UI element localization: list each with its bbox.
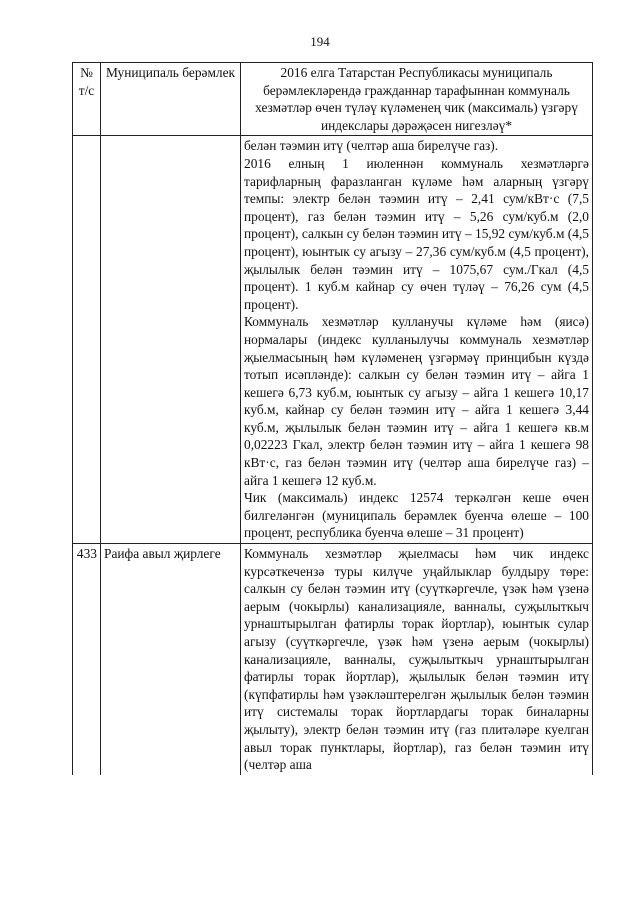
table-row — [73, 544, 593, 775]
table-header-row — [73, 63, 593, 136]
paragraph: 2016 елның 1 июленнән коммуналь хезмәтләргә тарифларның фаразланган күләме һәм аларның үзгәрү темпы: электр белән тәэмин итү – 2,41 сум/кВт·с (7,5 процент), газ белән тәэмин итү – 5,26 сум/куб.м (2,0 процент), салкын су белән тәэмин итү – 15,92 сум/куб.м (4,5 процент), юынтык су агызу – 27,36 сум/куб.м (4,5 процент), җылылык белән тәэмин итү – 1075,67 сум./Гкал (4,5 процент). 1 куб.м кайнар су өчен түләү – 76,26 сум (4,5 процент). — [244, 155, 589, 312]
header-number: № т/с — [73, 63, 101, 136]
row-description — [241, 544, 593, 775]
header-municipality: Муниципаль берәмлек — [101, 63, 241, 136]
row-municipality — [101, 136, 241, 544]
paragraph: Чик (максималь) индекс 12574 теркәлгән кеше өчен билгеләнгән (муниципаль берәмлек буенча өлеше – 100 процент, республика буенча өлеше – 31 процент) — [244, 490, 589, 541]
row-municipality: Раифа авыл җирлеге — [101, 544, 241, 775]
header-description: 2016 елга Татарстан Республикасы муниципаль берәмлекләрендә гражданнар тарафыннан коммуналь хезмәтләр өчен түләү күләменең чик (максималь) үзгәрү индекслары дәрәҗәсен нигезләү* — [241, 63, 593, 136]
page-number: 194 — [310, 34, 330, 49]
paragraph: Коммуналь хезмәтләр кулланучы күләме һәм (яисә) нормалары (индекс кулланылучы коммуналь хезмәтләр җыелмасының һәм күләменең үзгәрмәү принцибын күздә тотып исәпләнде): салкын су белән тәэмин итү – айга 1 кешегә 6,73 куб.м, юынтык су агызу – айга 1 кешегә 10,17 куб.м, кайнар су белән тәэмин итү – айга 1 кешегә 3,44 куб.м, җылылык белән тәэмин итү – айга 1 кешегә кв.м 0,02223 Гкал, электр белән тәэмин итү – айга 1 кешегә 98 кВт·с, газ белән тәэмин итү (челтәр аша бирелүче газ) – айга 1 кешегә 12 куб.м. — [244, 314, 589, 488]
document-table — [72, 62, 593, 775]
row-number: 433 — [73, 544, 101, 775]
row-number — [73, 136, 101, 544]
paragraph: Коммуналь хезмәтләр җыелмасы һәм чик индекс курсәткечензә туры килүче уңайлыклар булдыру төре: салкын су белән тәэмин итү (суүткәргечле, үзәк һәм үзенә аерым (чокырлы) канализацияле, ванналы, суҗылыткыч урнаштырылган фатирлы торак йортлар), юынтык сулар агызу (суүткәргечле, үзәк һәм үзенә аерым (чокырлы) канализацияле, ванналы, суҗылыткыч урнаштырылган фатирлы торак йортлар), җылылык белән тәэмин итү (күпфатирлы һәм үзәкләштерелгән җылылык белән тәэмин итү системалы торак йортлардагы торак биналарны җылыту), электр белән тәэмин итү (газ плитәләре куелган авыл торак пунктлары, йортлар), газ белән тәэмин итү (челтәр аша — [244, 546, 589, 773]
paragraph: белән тәэмин итү (челтәр аша бирелүче газ). — [244, 138, 499, 154]
row-description — [241, 136, 593, 544]
table-row — [73, 136, 593, 544]
